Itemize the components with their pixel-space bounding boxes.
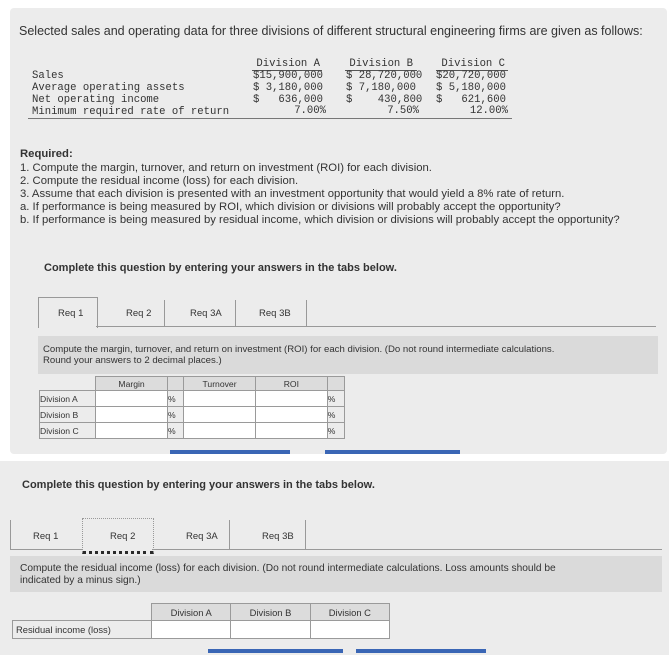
row-label-division-c: Division C [40, 423, 96, 439]
req2-prompt-line1: Compute the residual income (loss) for each division. (Do not round intermediate calculations. Loss amounts should be [20, 563, 556, 574]
required-item: 1. Compute the margin, turnover, and return on investment (ROI) for each division. [20, 162, 432, 174]
cell-value: $ 5,180,000 [436, 82, 506, 94]
req2-prompt-line2: indicated by a minus sign.) [20, 575, 141, 586]
header-division-b: Division B [231, 604, 310, 621]
cell-value: $ 3,180,000 [253, 82, 323, 94]
required-item: 3. Assume that each division is presented with an investment opportunity that would yield a 8% rate of return. [20, 188, 565, 200]
percent-sign: % [327, 423, 344, 439]
margin-input-division-b[interactable] [96, 407, 168, 423]
tab-req-2[interactable]: Req 2 [126, 308, 152, 319]
row-label-avg-assets: Average operating assets [32, 82, 185, 94]
header-roi: ROI [255, 377, 327, 391]
roi-input-division-c[interactable] [255, 423, 327, 439]
instruction-text: Complete this question by entering your answers in the tabs below. [44, 262, 397, 274]
margin-input-division-a[interactable] [96, 391, 168, 407]
req2-prompt-band [10, 556, 662, 592]
row-label-min-return: Minimum required rate of return [32, 106, 230, 118]
percent-sign: % [167, 391, 183, 407]
required-item: 2. Compute the residual income (loss) for each division. [20, 175, 299, 187]
cell-value: $ 636,000 [253, 94, 323, 106]
req1-prompt-line1: Compute the margin, turnover, and return on investment (ROI) for each division. (Do not round intermediate calculations. [43, 344, 555, 355]
req1-answer-table [39, 376, 345, 439]
intro-text: Selected sales and operating data for three divisions of different structural engineering firms are given as follows: [19, 24, 643, 38]
residual-income-input-division-a[interactable] [152, 621, 231, 639]
percent-sign: % [167, 423, 183, 439]
header-division-a: Division A [152, 604, 231, 621]
percent-sign: % [327, 407, 344, 423]
col-header-division-a: Division A [256, 58, 320, 70]
cell-value: $15,900,000 [253, 70, 323, 82]
req2-answer-table [12, 603, 390, 639]
turnover-input-division-b[interactable] [184, 407, 256, 423]
req1-prompt-line2: Round your answers to 2 decimal places.) [43, 355, 222, 366]
required-item: a. If performance is being measured by ROI, which division or divisions will probably accept the opportunity? [20, 201, 561, 213]
required-item: b. If performance is being measured by residual income, which division or divisions will probably accept the opportunity? [20, 214, 620, 226]
row-label-division-a: Division A [40, 391, 96, 407]
header-division-c: Division C [310, 604, 389, 621]
col-header-division-b: Division B [349, 58, 413, 70]
cell-value: $20,720,000 [436, 70, 506, 82]
row-label-residual-income: Residual income (loss) [13, 621, 152, 639]
row-label-noi: Net operating income [32, 94, 160, 106]
required-heading: Required: [20, 148, 73, 160]
cell-value: $ 28,720,000 [346, 70, 423, 82]
cell-value: 7.00% [294, 105, 326, 117]
row-label-division-b: Division B [40, 407, 96, 423]
cell-value: $ 7,180,000 [346, 82, 416, 94]
margin-input-division-c[interactable] [96, 423, 168, 439]
col-header-division-c: Division C [441, 58, 505, 70]
cell-value: $ 430,800 [346, 94, 423, 106]
turnover-input-division-a[interactable] [184, 391, 256, 407]
cell-value: 12.00% [469, 105, 508, 117]
cell-value: $ 621,600 [436, 94, 506, 106]
tab-req-3a[interactable]: Req 3A [186, 531, 218, 542]
tab-req-3a[interactable]: Req 3A [190, 308, 222, 319]
roi-input-division-b[interactable] [255, 407, 327, 423]
residual-income-input-division-b[interactable] [231, 621, 310, 639]
residual-income-input-division-c[interactable] [310, 621, 389, 639]
instruction-text: Complete this question by entering your answers in the tabs below. [22, 479, 375, 491]
turnover-input-division-c[interactable] [184, 423, 256, 439]
header-margin: Margin [96, 377, 168, 391]
percent-sign: % [327, 391, 344, 407]
tab-req-3b[interactable]: Req 3B [259, 308, 291, 319]
roi-input-division-a[interactable] [255, 391, 327, 407]
tab-req-2[interactable]: Req 2 [110, 531, 136, 542]
cell-value: 7.50% [387, 105, 419, 117]
row-label-sales: Sales [32, 70, 64, 82]
header-turnover: Turnover [184, 377, 256, 391]
tab-req-1[interactable]: Req 1 [58, 308, 84, 319]
tab-req-3b[interactable]: Req 3B [262, 531, 294, 542]
tab-req-1[interactable]: Req 1 [33, 531, 59, 542]
percent-sign: % [167, 407, 183, 423]
